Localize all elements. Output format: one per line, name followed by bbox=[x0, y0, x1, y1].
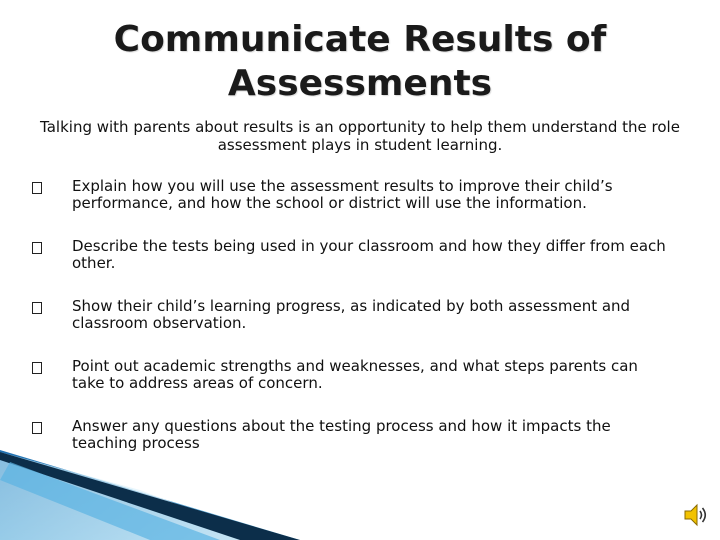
checkbox-square-icon bbox=[32, 182, 42, 194]
bullet-text: Describe the tests being used in your classroom and how they differ from each other. bbox=[72, 237, 666, 272]
speaker-icon[interactable] bbox=[683, 502, 709, 528]
bullet-text: Point out academic strengths and weaknesses, and what steps parents can take to address areas of concern. bbox=[72, 357, 638, 392]
bullet-text: Answer any questions about the testing process and how it impacts the teaching process bbox=[72, 417, 611, 452]
slide-title: Communicate Results of Assessments bbox=[113, 19, 607, 104]
checkbox-square-icon bbox=[32, 242, 42, 254]
bullet-text: Explain how you will use the assessment results to improve their child’s performance, and how the school or district will use the information. bbox=[72, 177, 613, 212]
checkbox-square-icon bbox=[32, 302, 42, 314]
bullet-text: Show their child’s learning progress, as indicated by both assessment and classroom observation. bbox=[72, 297, 631, 332]
slide-intro: Talking with parents about results is an opportunity to help them understand the role assessment plays in student learning. bbox=[40, 118, 680, 154]
checkbox-square-icon bbox=[32, 422, 42, 434]
checkbox-square-icon bbox=[32, 362, 42, 374]
decorative-corner-swoosh bbox=[0, 440, 300, 540]
